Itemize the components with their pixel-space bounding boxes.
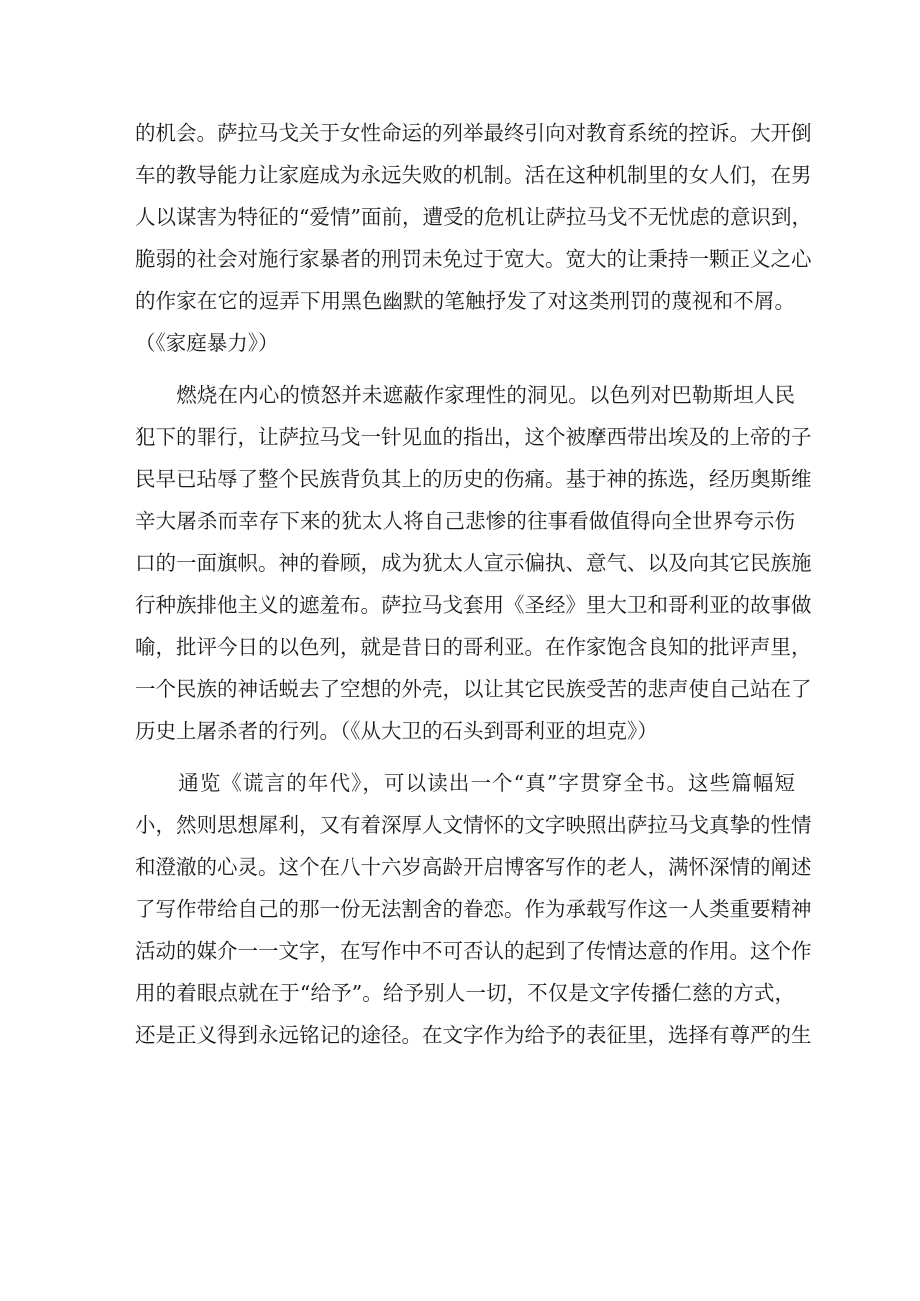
text-line: 犯下的罪行，让萨拉马戈一针见血的指出，这个被摩西带出埃及的上帝的子 <box>135 425 812 449</box>
text-line: 了写作带给自己的那一份无法割舍的眷恋。作为承载写作这一人类重要精神 <box>135 897 812 921</box>
text-line: 还是正义得到永远铭记的途径。在文字作为给予的表征里，选择有尊严的生 <box>135 1023 812 1047</box>
text-line: 燃烧在内心的愤怒并未遮蔽作家理性的洞见。以色列对巴勒斯坦人民 <box>135 383 795 407</box>
text-line: 车的教导能力让家庭成为永远失败的机制。活在这种机制里的女人们，在男 <box>135 163 812 187</box>
text-line: 和澄澈的心灵。这个在八十六岁高龄开启博客写作的老人，满怀深情的阐述 <box>135 855 812 879</box>
text-line: 历史上屠杀者的行列。（《从大卫的石头到哥利亚的坦克》） <box>135 719 658 743</box>
text-line: 喻，批评今日的以色列，就是昔日的哥利亚。在作家饱含良知的批评声里， <box>135 635 812 659</box>
paragraph-1 <box>135 112 812 364</box>
text-line: 辛大屠杀而幸存下来的犹太人将自己悲惨的往事看做值得向全世界夸示伤 <box>135 509 795 533</box>
text-line: 活动的媒介一一文字，在写作中不可否认的起到了传情达意的作用。这个作 <box>135 939 812 963</box>
paragraph-spacer <box>135 364 795 374</box>
text-line: 一个民族的神话蜕去了空想的外壳，以让其它民族受苦的悲声使自己站在了 <box>135 677 812 701</box>
text-line: 通览《谎言的年代》，可以读出一个“真”字贯穿全书。这些篇幅短 <box>135 771 795 795</box>
text-line: 行种族排他主义的遮羞布。萨拉马戈套用《圣经》里大卫和哥利亚的故事做 <box>135 593 812 617</box>
paragraph-2 <box>135 374 812 752</box>
text-line: 小，然则思想犀利，又有着深厚人文情怀的文字映照出萨拉马戈真挚的性情 <box>135 813 812 837</box>
document-page <box>135 112 812 1056</box>
text-line: 的作家在它的逗弄下用黑色幽默的笔触抒发了对这类刑罚的蔑视和不屑。 <box>135 289 795 313</box>
text-line: 的机会。萨拉马戈关于女性命运的列举最终引向对教育系统的控诉。大开倒 <box>135 121 812 145</box>
text-line: 用的着眼点就在于“给予”。给予别人一切，不仅是文字传播仁慈的方式， <box>135 981 795 1005</box>
text-line: 民早已玷辱了整个民族背负其上的历史的伤痛。基于神的拣选，经历奥斯维 <box>135 467 812 491</box>
text-line: 口的一面旗帜。神的眷顾，成为犹太人宣示偏执、意气、以及向其它民族施 <box>135 551 812 575</box>
text-line: 人以谋害为特征的“爱情”面前，遭受的危机让萨拉马戈不无忧虑的意识到， <box>135 205 812 229</box>
text-line: （《家庭暴力》） <box>135 331 279 355</box>
paragraph-spacer <box>135 752 795 762</box>
text-line: 脆弱的社会对施行家暴者的刑罚未免过于宽大。宽大的让秉持一颗正义之心 <box>135 247 812 271</box>
paragraph-3 <box>135 762 812 1056</box>
